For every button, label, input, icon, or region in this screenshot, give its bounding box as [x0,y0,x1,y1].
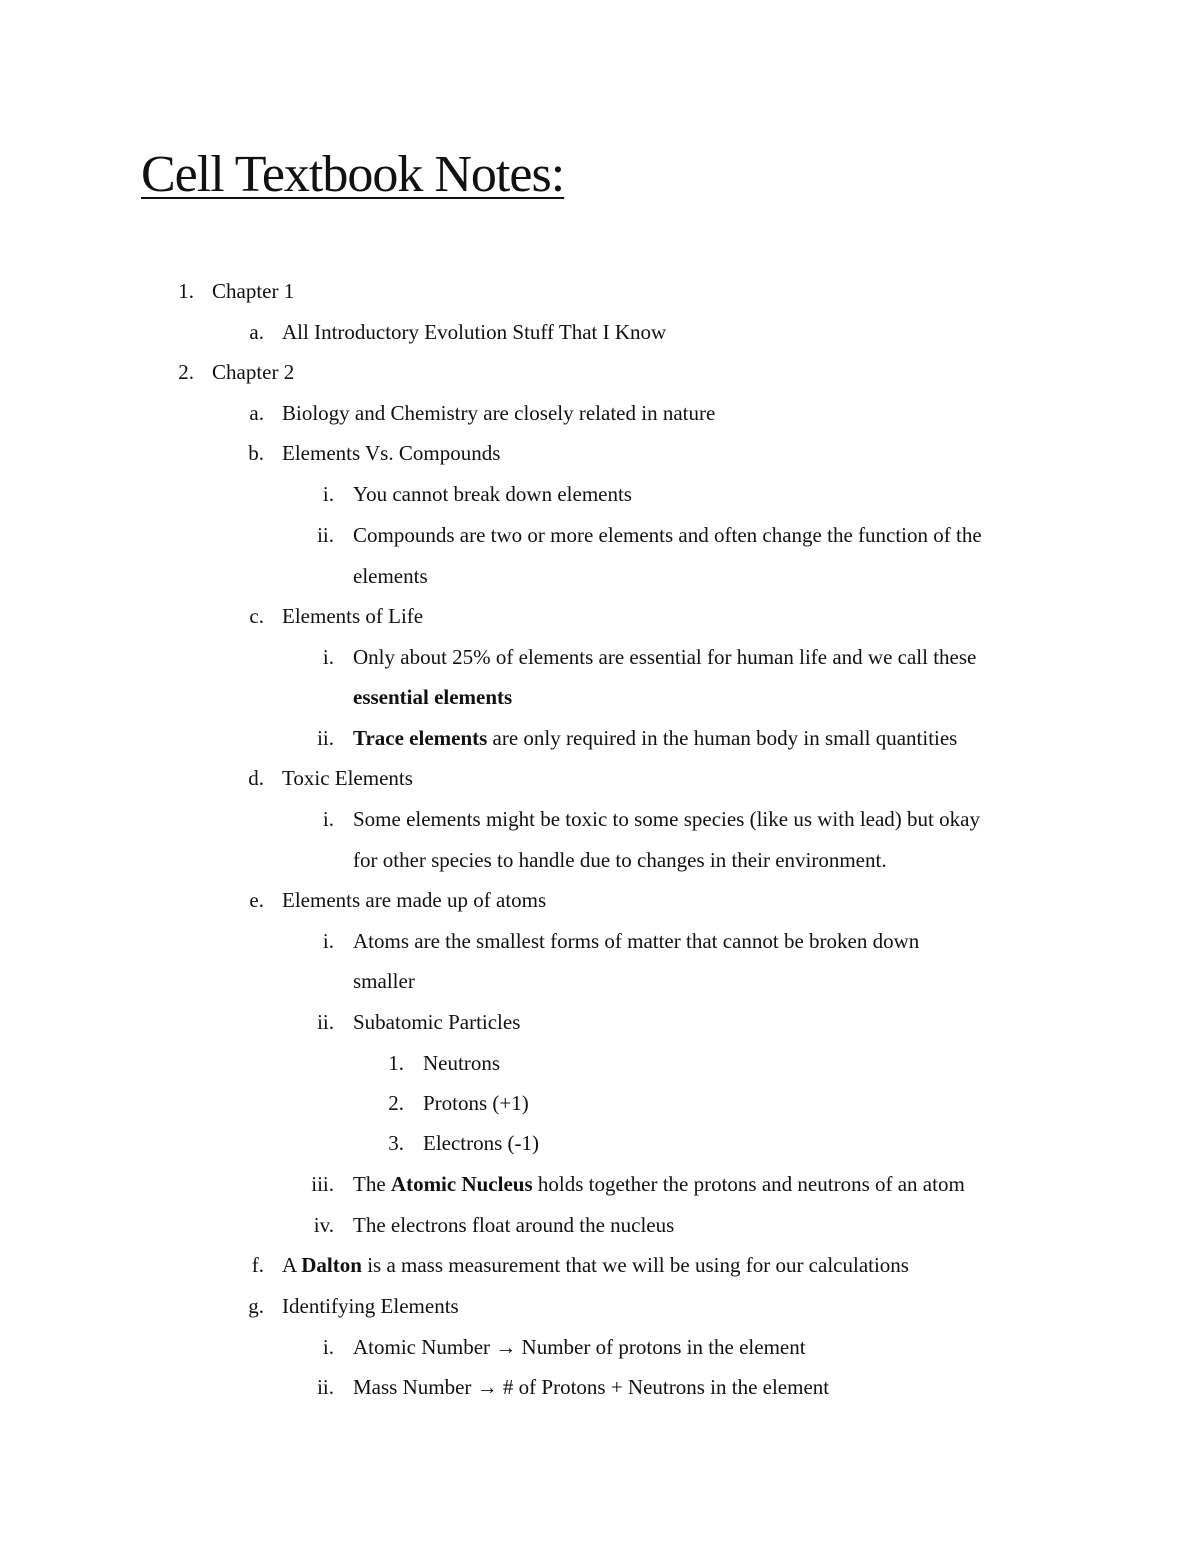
bold-term: essential elements [353,685,513,709]
list-marker: a. [249,320,264,344]
list-item-text: smaller [353,969,415,993]
list-marker: i. [322,807,334,831]
list-item-text: Chapter 1 [212,279,295,303]
list-item [0,1245,1200,1285]
list-marker: e. [249,888,264,912]
list-item [0,393,1200,433]
list-marker: c. [249,604,264,628]
list-item [0,474,1200,514]
list-item-text [353,1164,965,1204]
list-item [0,1002,1200,1042]
list-marker: d. [248,766,264,790]
list-marker: i. [322,482,334,506]
list-item [0,312,1200,352]
bold-term: Dalton [301,1253,362,1277]
list-marker: a. [249,401,264,425]
list-marker: iv. [313,1213,334,1237]
text-run: The [353,1172,391,1196]
list-item-text: Elements Vs. Compounds [282,441,501,465]
list-marker: i. [322,1335,334,1359]
list-item-text: Compounds are two or more elements and often change the function of the [353,523,982,547]
list-item-text: Only about 25% of elements are essential for human life and we call these [353,645,977,669]
list-item-text: You cannot break down elements [353,482,632,506]
list-item [0,921,1200,961]
list-item-text: elements [353,564,428,588]
list-item [0,1286,1200,1326]
list-item [0,1043,1200,1083]
list-item [0,433,1200,473]
list-item-text: Neutrons [423,1051,500,1075]
list-item [0,1083,1200,1123]
list-item [0,515,1200,555]
list-item-text: Atoms are the smallest forms of matter that cannot be broken down [353,929,920,953]
list-item-chapter-1 [0,271,1200,311]
list-item [0,1205,1200,1245]
list-marker: 3. [388,1131,404,1155]
list-item [0,1123,1200,1163]
list-item-text: Subatomic Particles [353,1010,521,1034]
list-item [0,880,1200,920]
list-marker: ii. [317,523,334,547]
list-marker: b. [248,441,264,465]
list-item-continuation [0,840,1200,880]
list-item-text: Elements of Life [282,604,424,628]
list-item-text: Protons (+1) [423,1091,529,1115]
list-item-text [282,1245,909,1285]
list-marker: g. [248,1294,264,1318]
list-item-text: Toxic Elements [282,766,413,790]
list-item [0,596,1200,636]
list-marker: f. [251,1253,264,1277]
text-run: A [282,1253,302,1277]
list-item-text: Some elements might be toxic to some species (like us with lead) but okay [353,807,980,831]
bold-term: Trace elements [353,726,488,750]
list-marker: 1. [178,279,194,303]
list-item-text: Chapter 2 [212,360,295,384]
list-item-text [353,677,512,717]
list-item-text: for other species to handle due to changes in their environment. [353,848,887,872]
list-item-continuation [0,556,1200,596]
list-marker: 1. [388,1051,404,1075]
text-run: is a mass measurement that we will be using for our calculations [361,1253,909,1277]
list-marker: iii. [311,1172,334,1196]
list-item-text: Electrons (-1) [423,1131,540,1155]
list-item [0,718,1200,758]
list-item-text: Biology and Chemistry are closely related in nature [282,401,716,425]
list-item-continuation [0,961,1200,1001]
list-marker: ii. [317,1375,334,1399]
list-marker: i. [322,645,334,669]
text-run: are only required in the human body in small quantities [487,726,958,750]
list-item-text: Elements are made up of atoms [282,888,547,912]
bold-term: Atomic Nucleus [390,1172,533,1196]
list-item-text: All Introductory Evolution Stuff That I Know [282,320,667,344]
list-item-text: The electrons float around the nucleus [353,1213,675,1237]
list-marker: i. [322,929,334,953]
list-marker: ii. [317,726,334,750]
list-item [0,799,1200,839]
list-marker: 2. [388,1091,404,1115]
list-item [0,1367,1200,1407]
list-item-continuation [0,677,1200,717]
list-marker: 2. [178,360,194,384]
list-item-text: Atomic Number → Number of protons in the element [353,1335,806,1359]
list-item-chapter-2 [0,352,1200,392]
list-item-text [353,718,957,758]
list-item [0,758,1200,798]
list-item-text: Mass Number → # of Protons + Neutrons in the element [353,1375,830,1399]
list-item [0,637,1200,677]
list-item [0,1327,1200,1367]
list-marker: ii. [317,1010,334,1034]
list-item [0,1164,1200,1204]
list-item-text: Identifying Elements [282,1294,459,1318]
text-run: holds together the protons and neutrons of an atom [532,1172,965,1196]
page-title: Cell Textbook Notes: [141,146,565,203]
